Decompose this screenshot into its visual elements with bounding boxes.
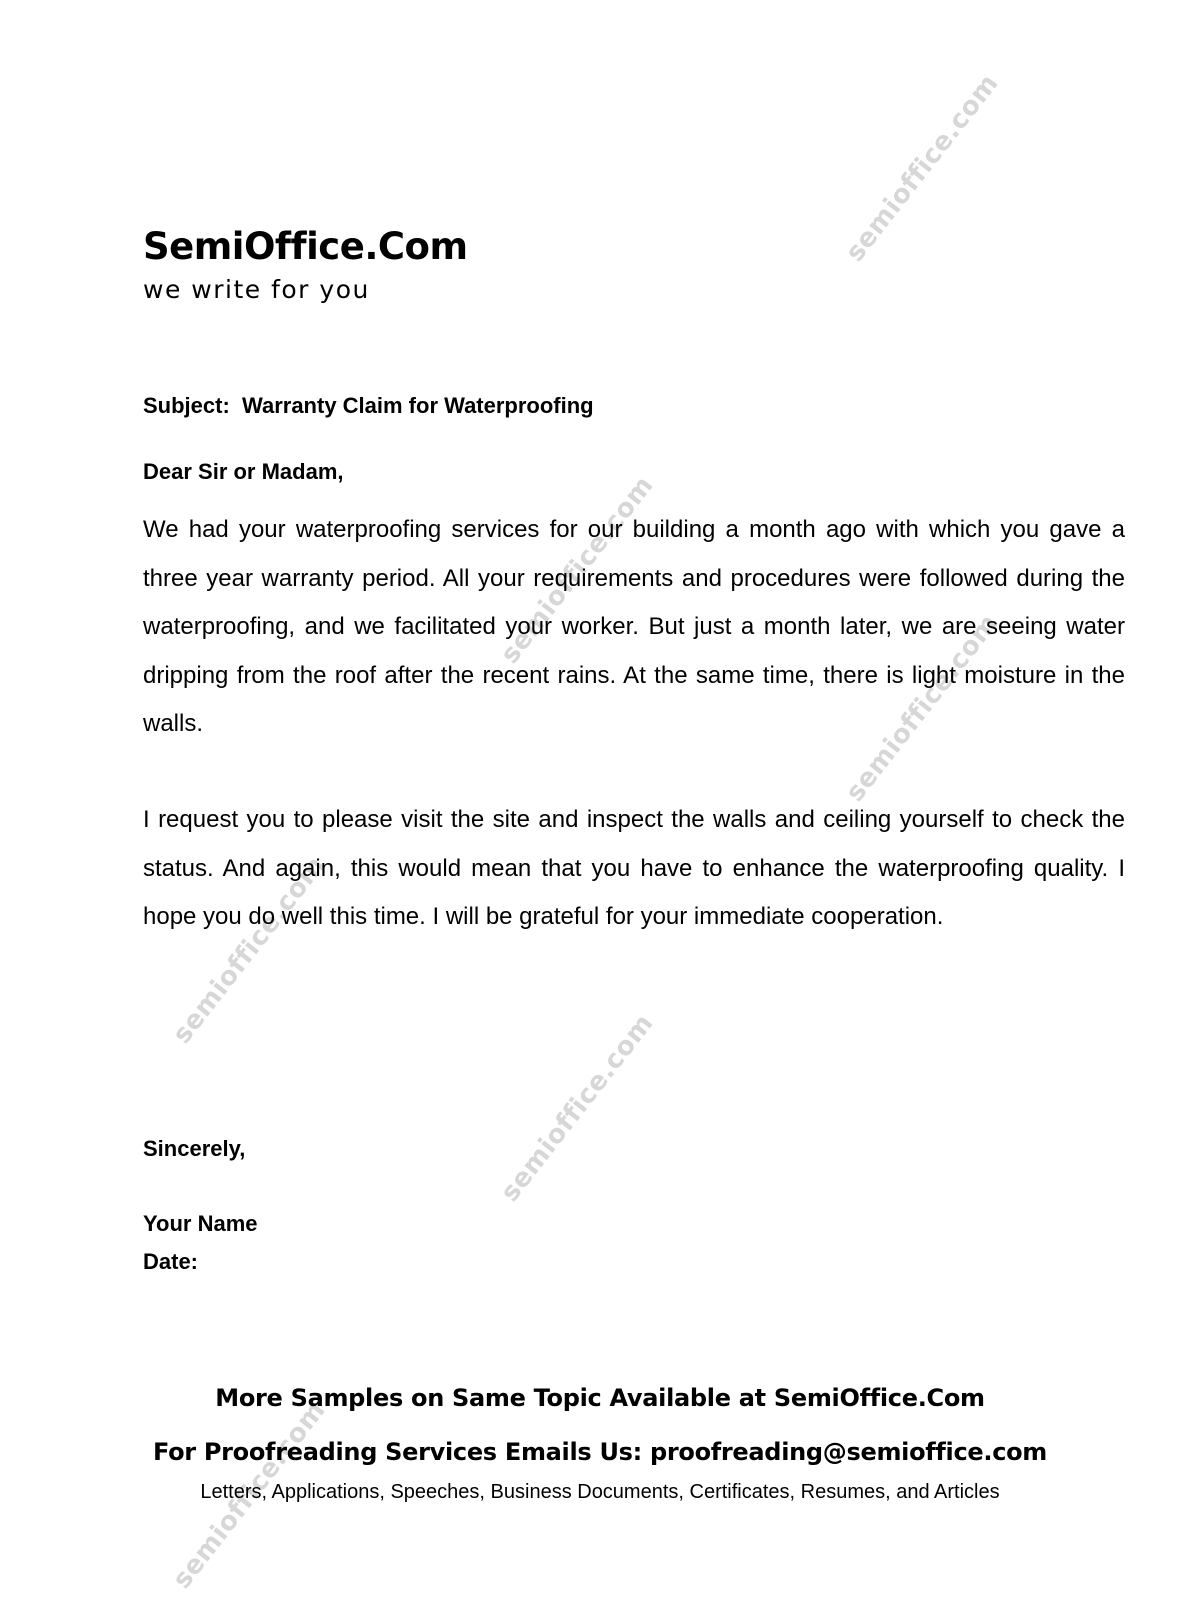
footer-more-samples: More Samples on Same Topic Available at SemiOffice.Com xyxy=(215,1384,985,1412)
letter-paragraph: I request you to please visit the site and inspect the walls and ceiling yourself to check the status. And again, this would mean that you have to enhance the waterproofing quality. I hope you do well this time. I will be grateful for your immediate cooperation. xyxy=(143,806,1125,930)
letter-salutation: Dear Sir or Madam, xyxy=(143,459,344,484)
footer-proofreading: For Proofreading Services Emails Us: proofreading@semioffice.com xyxy=(152,1438,1048,1466)
watermark: semioffice.com xyxy=(840,68,1005,268)
watermark: semioffice.com xyxy=(495,470,660,670)
watermark: semioffice.com xyxy=(840,608,1005,808)
brand-title: SemiOffice.Com xyxy=(143,225,468,268)
watermark: semioffice.com xyxy=(495,1008,660,1208)
letter-subject: Subject: Warranty Claim for Waterproofing xyxy=(143,393,594,418)
signature-name: Your Name xyxy=(143,1211,258,1236)
footer-categories: Letters, Applications, Speeches, Business Documents, Certificates, Resumes, and Articles xyxy=(200,1481,1000,1503)
letter-paragraph: We had your waterproofing services for our building a month ago with which you gave a three year warranty period. All your requirements and procedures were followed during the waterproofing, and we facilitated your worker. But just a month later, we are seeing water dripping from the roof after the recent rains. At the same time, there is light moisture in the walls. xyxy=(143,516,1125,737)
letter-closing: Sincerely, xyxy=(143,1136,246,1161)
watermark: semioffice.com xyxy=(167,850,332,1050)
date-label: Date: xyxy=(143,1249,199,1274)
brand-tagline: we write for you xyxy=(143,275,370,304)
watermark: semioffice.com xyxy=(167,1395,332,1595)
